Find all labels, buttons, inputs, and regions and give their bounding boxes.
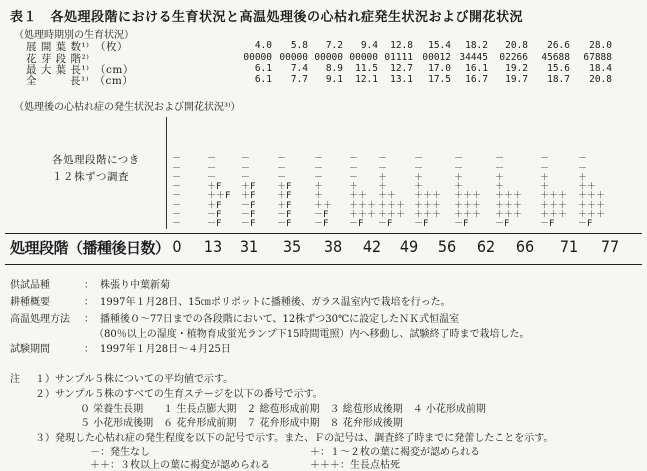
incidence-mark: － — [277, 163, 287, 174]
incidence-mark: － — [454, 163, 464, 174]
incidence-mark: － — [207, 172, 217, 183]
incidence-mark: ＋＋＋ — [540, 210, 568, 220]
growth-cell: 67888 — [583, 52, 612, 63]
growth-cell: 19.7 — [505, 74, 528, 85]
info-key: 試験期間 — [10, 344, 50, 355]
incidence-mark: － — [172, 219, 182, 230]
incidence-mark: ＋F — [277, 191, 292, 202]
growth-cell: 45688 — [541, 52, 570, 63]
incidence-mark: ＋＋＋ — [454, 200, 482, 211]
incidence-mark: －F — [454, 219, 469, 230]
incidence-mark: － — [172, 200, 182, 211]
stage-list-1: ０ 栄養生長期 １ 生長点膨大期 ２ 総苞形成前期 ３ 総苞形成後期 ４ 小花形成前期 — [80, 404, 486, 415]
incidence-mark: ＋＋＋ — [540, 200, 568, 211]
info-key: 耕種概要 — [10, 297, 50, 308]
incidence-mark: － — [277, 154, 287, 165]
info-value: 播種後０～77日までの各段階において、12株ずつ30℃に設定したＮＫ式恒温室 — [100, 314, 460, 325]
info-value: 株張り中葉新菊 — [100, 280, 170, 291]
growth-cell: 7.4 — [290, 63, 308, 74]
growth-cell: 17.0 — [428, 63, 451, 74]
growth-cell: 20.8 — [589, 74, 612, 85]
info-value: （80％以上の湿度・植物育成蛍光ランプ下15時間電照）内へ移動し、試験終了時まで栽培した。 — [94, 329, 530, 340]
growth-cell: 6.1 — [254, 74, 272, 85]
incidence-mark: － — [172, 172, 182, 183]
incidence-mark: － — [378, 154, 388, 165]
incidence-mark: ＋＋＋ — [578, 210, 606, 220]
note-1: １）サンプル５株についての平均値で示す。 — [35, 374, 234, 385]
incidence-mark: ＋ — [378, 182, 388, 193]
growth-cell: 5.8 — [290, 40, 308, 51]
growth-cell: 00000 — [243, 52, 272, 63]
growth-cell: 16.7 — [465, 74, 488, 85]
growth-cell: 11.5 — [355, 63, 378, 74]
incidence-mark: － — [172, 191, 182, 202]
axis-day-label: 62 — [476, 237, 496, 256]
growth-cell: 13.1 — [390, 74, 413, 85]
growth-row-label: 展 開 葉 数¹⁾ （枚） — [26, 41, 129, 53]
axis-day-label: 0 — [172, 237, 182, 256]
growth-row-label: 最 大 葉 長¹⁾ （cm） — [26, 64, 134, 76]
growth-cell: 18.2 — [465, 40, 488, 51]
growth-cell: 18.7 — [547, 74, 570, 85]
incidence-mark: － — [540, 154, 550, 165]
axis-bottom-rule — [5, 264, 642, 265]
growth-cell: 7.2 — [325, 40, 343, 51]
legend-severe: ＋＋＋：生長点枯死 — [310, 460, 400, 471]
incidence-mark: － — [172, 163, 182, 174]
incidence-mark: ＋ — [540, 172, 550, 183]
incidence-mark: ＋ — [454, 172, 464, 183]
incidence-mark: － — [414, 154, 424, 165]
incidence-mark: ＋F — [241, 182, 256, 193]
growth-cell: 17.5 — [428, 74, 451, 85]
incidence-mark: ＋＋ — [378, 191, 397, 202]
axis-day-label: 31 — [239, 237, 259, 256]
incidence-mark: －F — [495, 219, 510, 230]
incidence-mark: － — [314, 154, 324, 165]
incidence-mark: ＋ — [414, 172, 424, 183]
growth-cell: 00012 — [422, 52, 451, 63]
axis-day-label: 56 — [437, 237, 457, 256]
incidence-mark: －F — [241, 219, 256, 230]
incidence-mark: －F — [314, 210, 329, 220]
info-value: 1997年１月28日、15㎝ポリポットに播種後、ガラス温室内で栽培を行った。 — [100, 297, 451, 308]
growth-cell: 6.1 — [254, 63, 272, 74]
growth-cell: 9.1 — [325, 74, 343, 85]
growth-cell: 12.8 — [390, 40, 413, 51]
incidence-mark: － — [207, 154, 217, 165]
incidence-mark: ＋＋＋ — [414, 210, 442, 220]
incidence-mark: ＋＋ — [349, 191, 368, 202]
incidence-mark: －F — [207, 210, 222, 220]
incidence-mark: －F — [349, 219, 364, 230]
incidence-mark: － — [349, 172, 359, 183]
side-label-2: １２株ずつ調査 — [52, 171, 129, 183]
growth-cell: 7.7 — [290, 74, 308, 85]
info-separator: ： — [84, 314, 94, 325]
growth-cell: 01111 — [384, 52, 413, 63]
axis-day-label: 71 — [559, 237, 579, 256]
stage-list-2: ５ 小花形成後期 ６ 花弁形成前期 ７ 花弁形成中期 ８ 花弁形成後期 — [80, 418, 403, 429]
incidence-mark: ＋F — [207, 182, 222, 193]
incidence-mark: ＋ — [495, 182, 505, 193]
incidence-mark: ＋＋＋ — [414, 191, 442, 202]
growth-cell: 19.2 — [505, 63, 528, 74]
info-value: 1997年１月28日～４月25日 — [100, 344, 231, 355]
info-separator: ： — [84, 297, 94, 308]
incidence-mark: ＋＋＋ — [378, 210, 406, 220]
incidence-mark: －F — [207, 219, 222, 230]
incidence-mark: － — [314, 172, 324, 183]
incidence-mark: ＋ — [578, 172, 588, 183]
info-separator: ： — [84, 280, 94, 291]
growth-cell: 4.0 — [254, 40, 272, 51]
incidence-mark: － — [349, 154, 359, 165]
growth-cell: 02266 — [499, 52, 528, 63]
growth-heading: （処理時期別の生育状況） — [14, 30, 134, 41]
axis-day-label: 38 — [323, 237, 343, 256]
legend-none: －：発生なし — [90, 447, 150, 458]
legend-mild: ＋：１～２枚の葉に褐変が認められる — [310, 447, 480, 458]
growth-cell: 20.8 — [505, 40, 528, 51]
growth-cell: 00000 — [279, 52, 308, 63]
incidence-mark: － — [314, 163, 324, 174]
incidence-mark: － — [578, 163, 588, 174]
incidence-mark: ＋F — [241, 191, 256, 202]
notes-head: 注 — [10, 374, 20, 385]
incidence-mark: －F — [378, 219, 393, 230]
incidence-mark: －F — [414, 219, 429, 230]
growth-cell: 00000 — [349, 52, 378, 63]
incidence-mark: ＋＋ — [314, 200, 333, 211]
growth-cell: 26.6 — [547, 40, 570, 51]
legend-moderate: ＋＋：３枚以上の葉に褐変が認められる — [90, 460, 270, 471]
growth-cell: 00000 — [314, 52, 343, 63]
incidence-mark: － — [578, 154, 588, 165]
incidence-mark: ＋＋＋ — [349, 200, 377, 211]
growth-cell: 18.4 — [589, 63, 612, 74]
axis-day-label: 42 — [362, 237, 382, 256]
incidence-mark: ＋＋＋ — [495, 200, 523, 211]
incidence-mark: － — [172, 210, 182, 220]
incidence-mark: ＋ — [349, 182, 359, 193]
incidence-mark: ＋＋＋ — [414, 200, 442, 211]
incidence-mark: ＋F — [277, 182, 292, 193]
axis-label: 処理段階（播種後日数） — [10, 239, 170, 257]
incidence-mark: ＋ — [378, 172, 388, 183]
incidence-mark: ＋ — [314, 182, 324, 193]
side-label-1: 各処理段階につき — [52, 154, 140, 166]
incidence-mark: ＋ — [540, 182, 550, 193]
incidence-mark: ＋F — [277, 200, 292, 211]
incidence-mark: － — [277, 172, 287, 183]
note-2: ２）サンプル５株のすべての生育ステージを以下の番号で示す。 — [35, 389, 323, 400]
table-title: 表１ 各処理段階における生育状況と高温処理後の心枯れ症発生状況および開花状況 — [10, 10, 524, 25]
axis-day-label: 35 — [282, 237, 302, 256]
incidence-mark: ＋ — [454, 182, 464, 193]
incidence-mark: －F — [241, 210, 256, 220]
incidence-mark: － — [241, 154, 251, 165]
incidence-mark: ＋＋＋ — [378, 200, 406, 211]
incidence-mark: －F — [277, 219, 292, 230]
incidence-mark: －F — [540, 219, 555, 230]
growth-cell: 12.1 — [355, 74, 378, 85]
incidence-mark: － — [172, 182, 182, 193]
growth-cell: 8.9 — [325, 63, 343, 74]
incidence-mark: － — [241, 172, 251, 183]
incidence-mark: ＋＋F — [207, 191, 231, 202]
incidence-mark: ＋F — [207, 200, 222, 211]
incidence-mark: ＋ — [314, 191, 324, 202]
incidence-mark: － — [454, 154, 464, 165]
axis-day-label: 13 — [203, 237, 223, 256]
incidence-mark: ＋＋＋ — [454, 191, 482, 202]
axis-top-rule — [5, 233, 642, 234]
growth-cell: 15.4 — [428, 40, 451, 51]
growth-cell: 34445 — [459, 52, 488, 63]
info-separator: ： — [84, 344, 94, 355]
incidence-mark: － — [414, 163, 424, 174]
incidence-mark: ＋＋＋ — [454, 210, 482, 220]
incidence-mark: － — [378, 163, 388, 174]
incidence-heading: （処理後の心枯れ症の発生状況および開花状況³⁾） — [14, 102, 241, 113]
growth-cell: 15.6 — [547, 63, 570, 74]
incidence-mark: － — [349, 163, 359, 174]
incidence-mark: － — [495, 163, 505, 174]
incidence-mark: ＋ — [414, 182, 424, 193]
growth-cell: 28.0 — [589, 40, 612, 51]
axis-day-label: 49 — [399, 237, 419, 256]
incidence-mark: －F — [241, 200, 256, 211]
growth-cell: 16.1 — [465, 63, 488, 74]
incidence-mark: ＋＋ — [578, 182, 597, 193]
incidence-mark: ＋ — [495, 172, 505, 183]
incidence-mark: － — [540, 163, 550, 174]
incidence-mark: ＋＋＋ — [578, 191, 606, 202]
incidence-mark: －F — [277, 210, 292, 220]
incidence-mark: ＋＋＋ — [349, 210, 377, 220]
incidence-mark: －F — [314, 219, 329, 230]
incidence-mark: － — [241, 163, 251, 174]
info-key: 供試品種 — [10, 280, 50, 291]
axis-day-label: 77 — [600, 237, 620, 256]
incidence-mark: ＋＋＋ — [495, 210, 523, 220]
incidence-mark: － — [172, 154, 182, 165]
growth-row-label: 花 芽 段 階²⁾ — [26, 53, 90, 65]
incidence-mark: －F — [578, 219, 593, 230]
growth-cell: 12.7 — [390, 63, 413, 74]
incidence-mark: － — [495, 154, 505, 165]
note-3: ３）発現した心枯れ症の発生程度を以下の記号で示す。また、Ｆの記号は、調査終了時までに発蕾したことを示す。 — [35, 433, 554, 444]
incidence-mark: ＋＋＋ — [578, 200, 606, 211]
info-key: 高温処理方法 — [10, 314, 70, 325]
axis-day-label: 66 — [515, 237, 535, 256]
incidence-mark: ＋＋＋ — [540, 191, 568, 202]
incidence-mark: － — [207, 163, 217, 174]
growth-cell: 9.4 — [360, 40, 378, 51]
incidence-mark: ＋＋＋ — [495, 191, 523, 202]
growth-row-label: 全 長¹⁾ （cm） — [26, 75, 134, 87]
